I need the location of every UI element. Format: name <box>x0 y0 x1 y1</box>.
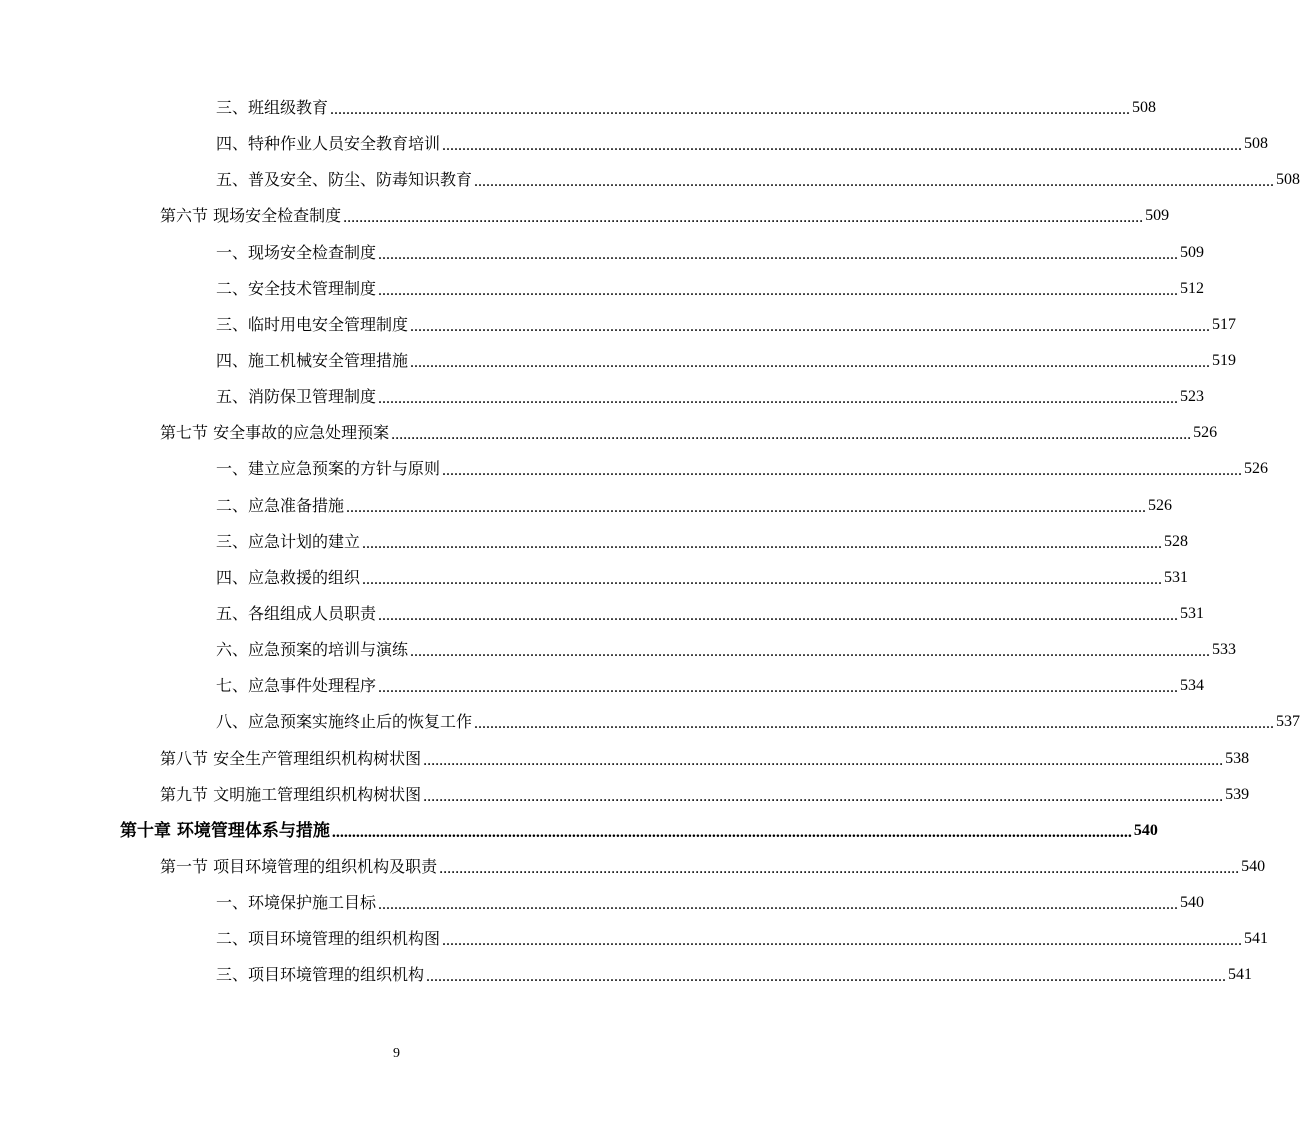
toc-leader-dots: ........................................................................................................................................................................................................ <box>362 570 1163 588</box>
toc-leader-dots: ........................................................................................................................................................................................................ <box>423 751 1224 769</box>
toc-entry-title: 三、临时用电安全管理制度 <box>216 314 409 334</box>
toc-entry[interactable] <box>216 957 1253 993</box>
toc-leader-dots: ........................................................................................................................................................................................................ <box>423 787 1224 805</box>
toc-entry-title: 第一节 项目环境管理的组织机构及职责 <box>160 857 438 877</box>
toc-entry-page: 531 <box>1164 568 1189 586</box>
toc-leader-dots: ........................................................................................................................................................................................................ <box>331 823 1132 841</box>
toc-leader-dots: ........................................................................................................................................................................................................ <box>378 281 1179 299</box>
toc-leader-dots: ........................................................................................................................................................................................................ <box>378 390 1179 408</box>
toc-leader-dots: ........................................................................................................................................................................................................ <box>474 715 1275 733</box>
toc-leader-dots: ........................................................................................................................................................................................................ <box>330 101 1131 119</box>
toc-entry-page: 508 <box>1276 171 1300 189</box>
toc-entry[interactable] <box>160 415 1218 451</box>
toc-entry[interactable] <box>216 632 1237 668</box>
toc-entry-title: 二、应急准备措施 <box>216 495 345 515</box>
toc-entry-page: 541 <box>1228 966 1253 984</box>
toc-entry[interactable] <box>216 668 1205 704</box>
toc-entry-title: 二、项目环境管理的组织机构图 <box>216 929 441 949</box>
toc-entry-title: 四、应急救援的组织 <box>216 567 361 587</box>
toc-entry-title: 第六节 现场安全检查制度 <box>160 206 342 226</box>
toc-leader-dots: ........................................................................................................................................................................................................ <box>346 498 1147 516</box>
toc-entry[interactable] <box>216 921 1269 957</box>
toc-entry[interactable] <box>160 741 1250 777</box>
toc-leader-dots: ........................................................................................................................................................................................................ <box>442 137 1243 155</box>
toc-entry-page: 508 <box>1132 99 1157 117</box>
toc-entry[interactable] <box>216 379 1205 415</box>
toc-entry[interactable] <box>216 126 1269 162</box>
toc-entry[interactable] <box>216 271 1205 307</box>
toc-leader-dots: ........................................................................................................................................................................................................ <box>378 607 1179 625</box>
toc-leader-dots: ........................................................................................................................................................................................................ <box>442 932 1243 950</box>
toc-entry-title: 六、应急预案的培训与演练 <box>216 640 409 660</box>
toc-entry-page: 517 <box>1212 315 1237 333</box>
toc-entry[interactable] <box>216 596 1205 632</box>
table-of-contents <box>0 90 1300 994</box>
toc-entry-title: 三、班组级教育 <box>216 98 329 118</box>
toc-leader-dots: ........................................................................................................................................................................................................ <box>391 426 1192 444</box>
toc-entry-page: 509 <box>1180 243 1205 261</box>
toc-entry[interactable] <box>160 849 1266 885</box>
toc-entry[interactable] <box>216 343 1237 379</box>
toc-entry-title: 三、项目环境管理的组织机构 <box>216 965 425 985</box>
toc-entry-title: 四、施工机械安全管理措施 <box>216 351 409 371</box>
toc-entry[interactable] <box>216 307 1237 343</box>
toc-entry[interactable] <box>216 560 1189 596</box>
toc-leader-dots: ........................................................................................................................................................................................................ <box>410 354 1211 372</box>
toc-entry-title: 五、各组组成人员职责 <box>216 604 377 624</box>
toc-entry[interactable] <box>216 90 1157 126</box>
toc-entry-page: 512 <box>1180 279 1205 297</box>
toc-entry-title: 七、应急事件处理程序 <box>216 676 377 696</box>
toc-entry-title: 一、现场安全检查制度 <box>216 242 377 262</box>
toc-entry-title: 第八节 安全生产管理组织机构树状图 <box>160 748 422 768</box>
toc-entry-page: 526 <box>1193 424 1218 442</box>
toc-entry-title: 四、特种作业人员安全教育培训 <box>216 134 441 154</box>
toc-leader-dots: ........................................................................................................................................................................................................ <box>378 679 1179 697</box>
toc-chapter-entry[interactable] <box>120 813 1158 849</box>
toc-entry-title: 第十章 环境管理体系与措施 <box>120 820 330 841</box>
toc-entry-page: 540 <box>1133 821 1158 839</box>
toc-leader-dots: ........................................................................................................................................................................................................ <box>410 643 1211 661</box>
toc-entry[interactable] <box>160 777 1250 813</box>
toc-entry-page: 528 <box>1164 532 1189 550</box>
toc-entry-title: 五、消防保卫管理制度 <box>216 387 377 407</box>
toc-entry[interactable] <box>216 704 1300 740</box>
toc-entry[interactable] <box>216 235 1205 271</box>
toc-leader-dots: ........................................................................................................................................................................................................ <box>426 968 1227 986</box>
page-number: 9 <box>393 1046 400 1061</box>
toc-leader-dots: ........................................................................................................................................................................................................ <box>343 209 1144 227</box>
toc-leader-dots: ........................................................................................................................................................................................................ <box>378 245 1179 263</box>
toc-entry-title: 第七节 安全事故的应急处理预案 <box>160 423 390 443</box>
toc-entry[interactable] <box>216 162 1300 198</box>
toc-leader-dots: ........................................................................................................................................................................................................ <box>410 317 1211 335</box>
toc-entry-title: 一、建立应急预案的方针与原则 <box>216 459 441 479</box>
toc-entry[interactable] <box>216 451 1269 487</box>
toc-entry-title: 二、安全技术管理制度 <box>216 278 377 298</box>
toc-entry-title: 一、环境保护施工目标 <box>216 893 377 913</box>
toc-leader-dots: ........................................................................................................................................................................................................ <box>378 896 1179 914</box>
toc-entry[interactable] <box>160 198 1170 234</box>
toc-leader-dots: ........................................................................................................................................................................................................ <box>442 462 1243 480</box>
toc-leader-dots: ........................................................................................................................................................................................................ <box>474 173 1275 191</box>
toc-leader-dots: ........................................................................................................................................................................................................ <box>362 534 1163 552</box>
toc-entry-page: 534 <box>1180 677 1205 695</box>
toc-leader-dots: ........................................................................................................................................................................................................ <box>439 860 1240 878</box>
toc-entry-page: 538 <box>1225 749 1250 767</box>
toc-entry-page: 526 <box>1244 460 1269 478</box>
toc-entry[interactable] <box>216 885 1205 921</box>
toc-entry-page: 519 <box>1212 352 1237 370</box>
toc-entry-title: 五、普及安全、防尘、防毒知识教育 <box>216 170 473 190</box>
toc-entry-page: 531 <box>1180 605 1205 623</box>
toc-entry-page: 523 <box>1180 388 1205 406</box>
toc-entry-page: 533 <box>1212 641 1237 659</box>
toc-entry[interactable] <box>216 524 1189 560</box>
toc-entry-title: 八、应急预案实施终止后的恢复工作 <box>216 712 473 732</box>
toc-entry-title: 第九节 文明施工管理组织机构树状图 <box>160 784 422 804</box>
toc-entry-title: 三、应急计划的建立 <box>216 531 361 551</box>
toc-entry-page: 537 <box>1276 713 1300 731</box>
toc-entry-page: 539 <box>1225 785 1250 803</box>
toc-entry-page: 540 <box>1241 858 1266 876</box>
toc-entry-page: 508 <box>1244 135 1269 153</box>
toc-entry[interactable] <box>216 488 1173 524</box>
toc-entry-page: 541 <box>1244 930 1269 948</box>
toc-entry-page: 540 <box>1180 894 1205 912</box>
toc-entry-page: 509 <box>1145 207 1170 225</box>
toc-entry-page: 526 <box>1148 496 1173 514</box>
